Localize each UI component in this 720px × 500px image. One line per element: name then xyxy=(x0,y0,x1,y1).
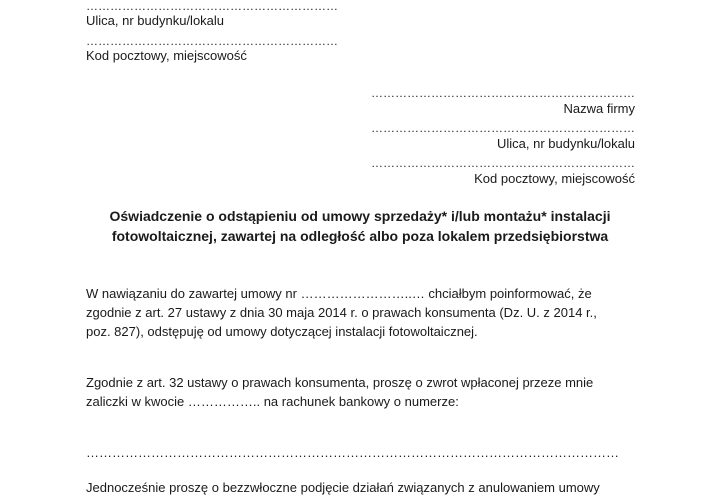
account-number-dots: …………………………………………………………………………………………………………… xyxy=(86,445,619,460)
paragraph-2-line-1: Zgodnie z art. 32 ustawy o prawach konsumenta, proszę o zwrot wpłaconej przeze mnie xyxy=(86,375,594,390)
sender-postal-dots: ……………………………………………………… xyxy=(86,34,338,48)
document-title-line-2: fotowoltaicznej, zawartej na odległość albo poza lokalem przedsiębiorstwa xyxy=(111,228,609,244)
paragraph-1-line-1: W nawiązaniu do zawartej umowy nr ……………………..… chciałbym poinformować, że xyxy=(86,286,592,301)
recipient-company-dots: ………………………………………………………… xyxy=(371,86,635,100)
recipient-street-dots: ………………………………………………………… xyxy=(371,121,635,135)
recipient-postal-dots: ………………………………………………………… xyxy=(371,156,635,170)
recipient-street-label: Ulica, nr budynku/lokalu xyxy=(496,136,635,151)
recipient-postal-label: Kod pocztowy, miejscowość xyxy=(474,171,635,186)
paragraph-2-line-2: zaliczki w kwocie …………….. na rachunek bankowy o numerze: xyxy=(86,394,459,409)
paragraph-1-line-3: poz. 827), odstępuję od umowy dotyczącej instalacji fotowoltaicznej. xyxy=(86,324,478,339)
paragraph-3-line-1: Jednocześnie proszę o bezzwłoczne podjęcie działań związanych z anulowaniem umowy xyxy=(86,480,600,495)
paragraph-1-line-2: zgodnie z art. 27 ustawy z dnia 30 maja 2014 r. o prawach konsumenta (Dz. U. z 2014 r., xyxy=(86,305,597,320)
recipient-company-label: Nazwa firmy xyxy=(563,101,635,116)
document-title-line-1: Oświadczenie o odstąpieniu od umowy sprzedaży* i/lub montażu* instalacji xyxy=(109,208,611,224)
sender-street-label: Ulica, nr budynku/lokalu xyxy=(86,13,225,28)
sender-street-dots: ……………………………………………………… xyxy=(86,0,338,13)
sender-postal-label: Kod pocztowy, miejscowość xyxy=(86,48,247,63)
